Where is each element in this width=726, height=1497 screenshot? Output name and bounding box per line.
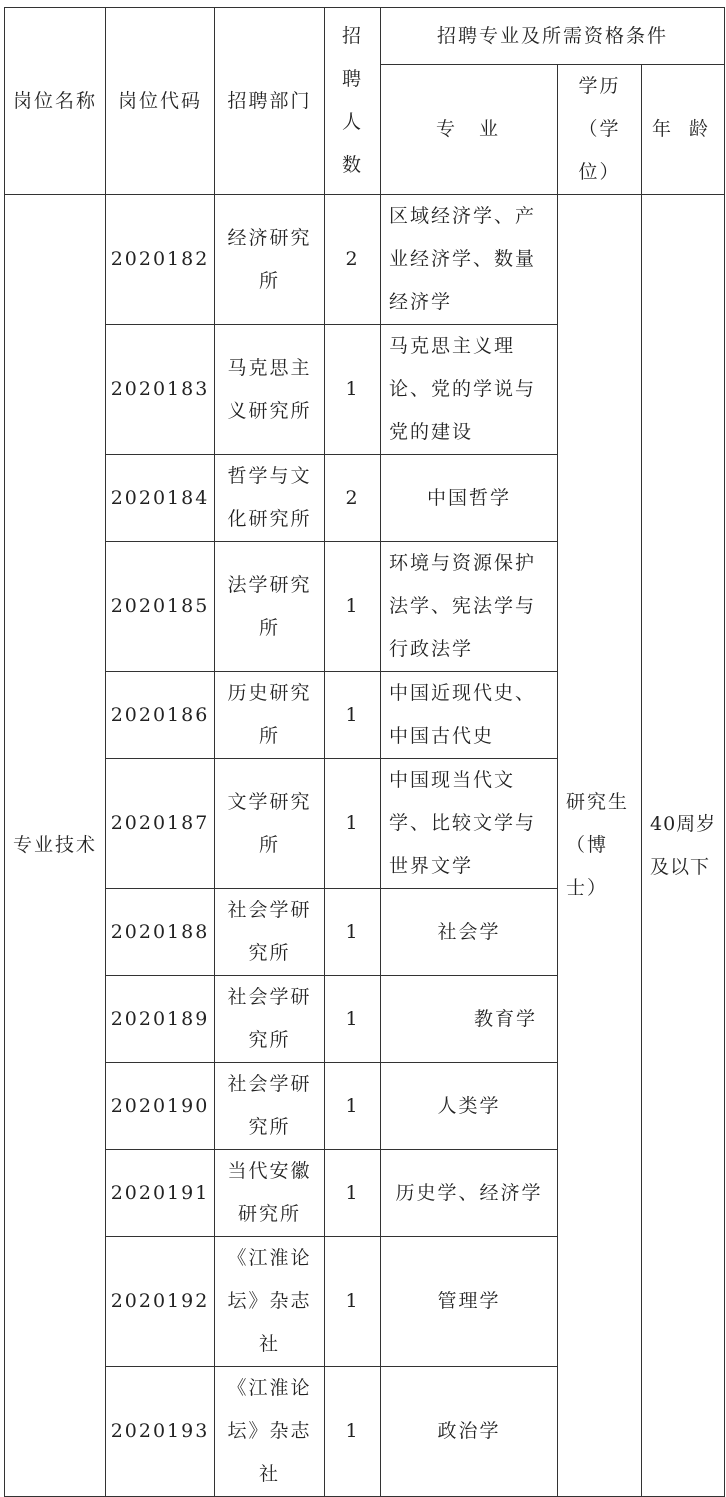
row-count: 1 (325, 759, 381, 889)
row-department: 社会学研究所 (215, 889, 325, 976)
recruitment-table (4, 7, 725, 1497)
row-count: 1 (325, 1063, 381, 1150)
row-count: 1 (325, 1367, 381, 1497)
row-department: 《江淮论坛》杂志社 (215, 1367, 325, 1497)
row-department: 文学研究所 (215, 759, 325, 889)
row-department: 当代安徽研究所 (215, 1150, 325, 1237)
row-department: 历史研究所 (215, 672, 325, 759)
header-requirements: 招聘专业及所需资格条件 (381, 8, 725, 65)
row-count: 1 (325, 672, 381, 759)
row-department: 哲学与文化研究所 (215, 455, 325, 542)
row-code: 2020183 (106, 325, 215, 455)
position-name-cell: 专业技术 (5, 195, 106, 1497)
row-code: 2020184 (106, 455, 215, 542)
row-code: 2020190 (106, 1063, 215, 1150)
row-count: 1 (325, 1237, 381, 1367)
row-major: 中国近现代史、中国古代史 (381, 672, 558, 759)
row-count: 1 (325, 1150, 381, 1237)
row-major: 人类学 (381, 1063, 558, 1150)
row-code: 2020192 (106, 1237, 215, 1367)
row-department: 马克思主义研究所 (215, 325, 325, 455)
header-position-code: 岗位代码 (106, 8, 215, 195)
row-code: 2020191 (106, 1150, 215, 1237)
row-code: 2020189 (106, 976, 215, 1063)
row-major: 历史学、经济学 (381, 1150, 558, 1237)
row-major: 管理学 (381, 1237, 558, 1367)
row-code: 2020188 (106, 889, 215, 976)
row-major: 中国哲学 (381, 455, 558, 542)
header-count: 招聘人数 (325, 8, 381, 195)
row-major: 环境与资源保护法学、宪法学与行政法学 (381, 542, 558, 672)
row-count: 1 (325, 542, 381, 672)
row-code: 2020185 (106, 542, 215, 672)
row-major: 社会学 (381, 889, 558, 976)
row-major: 政治学 (381, 1367, 558, 1497)
row-count: 1 (325, 976, 381, 1063)
row-major: 中国现当代文学、比较文学与世界文学 (381, 759, 558, 889)
row-count: 2 (325, 195, 381, 325)
header-age: 年 龄 (642, 65, 725, 195)
header-education: 学历（学位） (558, 65, 642, 195)
row-department: 经济研究所 (215, 195, 325, 325)
row-department: 社会学研究所 (215, 976, 325, 1063)
age-cell: 40周岁及以下 (642, 195, 725, 1497)
row-department: 法学研究所 (215, 542, 325, 672)
row-department: 社会学研究所 (215, 1063, 325, 1150)
header-position-name: 岗位名称 (5, 8, 106, 195)
row-count: 1 (325, 325, 381, 455)
header-major: 专 业 (381, 65, 558, 195)
row-major: 区域经济学、产业经济学、数量经济学 (381, 195, 558, 325)
row-code: 2020187 (106, 759, 215, 889)
row-code: 2020186 (106, 672, 215, 759)
row-department: 《江淮论坛》杂志社 (215, 1237, 325, 1367)
row-code: 2020193 (106, 1367, 215, 1497)
row-major: 马克思主义理论、党的学说与党的建设 (381, 325, 558, 455)
row-code: 2020182 (106, 195, 215, 325)
education-cell: 研究生（博士） (558, 195, 642, 1497)
row-count: 2 (325, 455, 381, 542)
row-major: 教育学 (381, 976, 558, 1063)
row-count: 1 (325, 889, 381, 976)
header-department: 招聘部门 (215, 8, 325, 195)
